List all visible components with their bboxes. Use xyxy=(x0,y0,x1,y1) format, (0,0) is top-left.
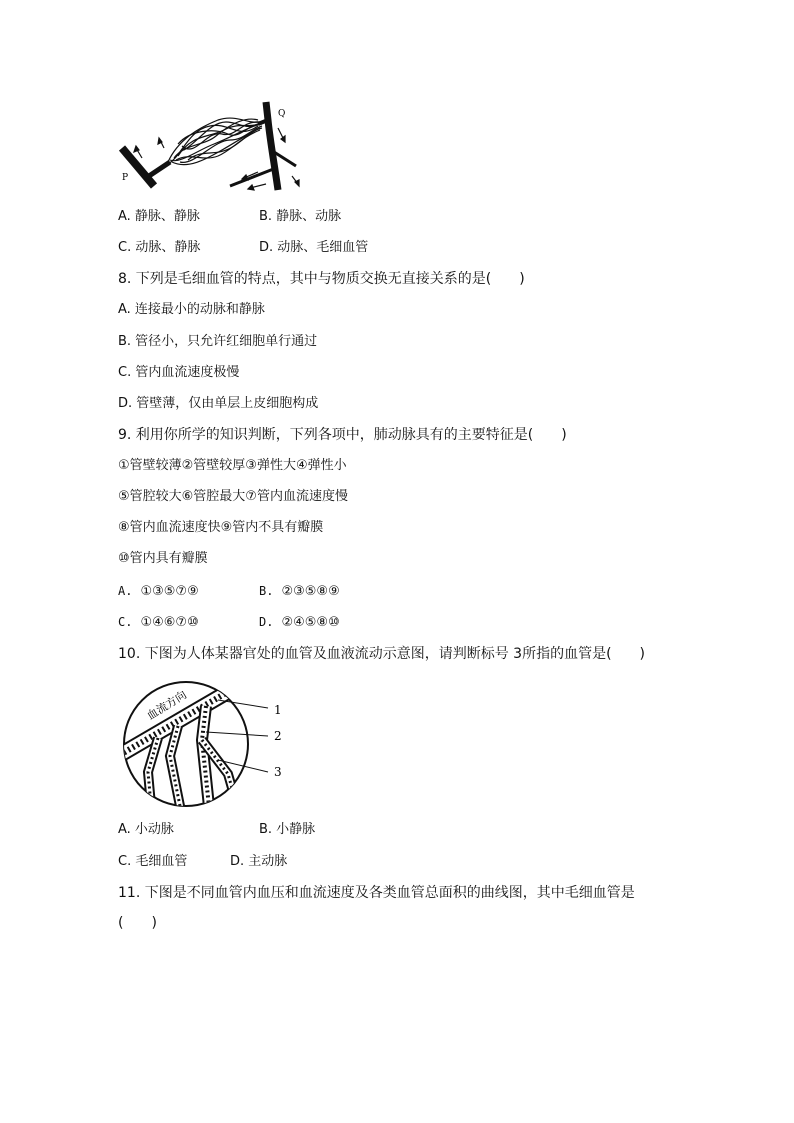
q10-stem: 10. 下图为人体某器官处的血管及血液流动示意图，请判断标号 3所指的血管是( ) xyxy=(118,646,645,662)
diagram-label-1: 1 xyxy=(274,703,282,717)
flow-direction-label: 血流方向 xyxy=(144,688,189,723)
q10-option-c: C. 毛细血管 xyxy=(118,854,188,869)
q8-option-d: D. 管壁薄，仅由单层上皮细胞构成 xyxy=(118,396,319,411)
option-key: C. xyxy=(118,615,133,629)
q10-option-a: A. 小动脉 xyxy=(118,822,174,837)
q7-option-c: C. 动脉、静脉 xyxy=(118,240,201,255)
q9-items-line-1: ①管壁较薄②管壁较厚③弹性大④弹性小 xyxy=(118,458,347,473)
option-key: D. xyxy=(259,615,274,629)
q9-option-b xyxy=(259,582,340,601)
q9-items-line-4: ⑩管内具有瓣膜 xyxy=(118,551,208,566)
option-text: ②③⑤⑧⑨ xyxy=(281,584,340,599)
option-text: ①③⑤⑦⑨ xyxy=(140,584,199,599)
q11-stem-continuation: ( ) xyxy=(118,915,157,931)
option-text: ①④⑥⑦⑩ xyxy=(140,615,199,630)
vessel-label-p: P xyxy=(122,173,129,183)
q11-stem: 11. 下图是不同血管内血压和血流速度及各类血管总面积的曲线图，其中毛细血管是 xyxy=(118,885,635,901)
q9-items-line-3: ⑧管内血流速度快⑨管内不具有瓣膜 xyxy=(118,520,324,535)
vessel-label-q: Q xyxy=(278,109,286,119)
blood-vessel-diagram xyxy=(118,676,298,814)
q9-stem: 9. 利用你所学的知识判断，下列各项中，肺动脉具有的主要特征是( ) xyxy=(118,427,567,443)
diagram-label-2: 2 xyxy=(274,729,282,743)
option-text: ②④⑤⑧⑩ xyxy=(281,615,340,630)
q8-option-c: C. 管内血流速度极慢 xyxy=(118,365,240,380)
q7-option-d: D. 动脉、毛细血管 xyxy=(259,240,369,255)
q9-option-c xyxy=(118,613,199,632)
q8-option-a: A. 连接最小的动脉和静脉 xyxy=(118,302,265,317)
option-key: A. xyxy=(118,584,133,598)
q9-option-a xyxy=(118,582,199,601)
q9-items-line-2: ⑤管腔较大⑥管腔最大⑦管内血流速度慢 xyxy=(118,489,348,504)
q10-option-d: D. 主动脉 xyxy=(230,854,288,869)
q8-stem: 8. 下列是毛细血管的特点，其中与物质交换无直接关系的是( ) xyxy=(118,271,525,287)
diagram-label-3: 3 xyxy=(274,765,282,779)
option-key: B. xyxy=(259,584,274,598)
q7-option-a: A. 静脉、静脉 xyxy=(118,209,200,224)
q9-option-d xyxy=(259,613,340,632)
q7-option-b: B. 静脉、动脉 xyxy=(259,209,342,224)
q10-option-b: B. 小静脉 xyxy=(259,822,316,837)
capillary-network-figure xyxy=(118,100,308,192)
q8-option-b: B. 管径小，只允许红细胞单行通过 xyxy=(118,334,318,349)
